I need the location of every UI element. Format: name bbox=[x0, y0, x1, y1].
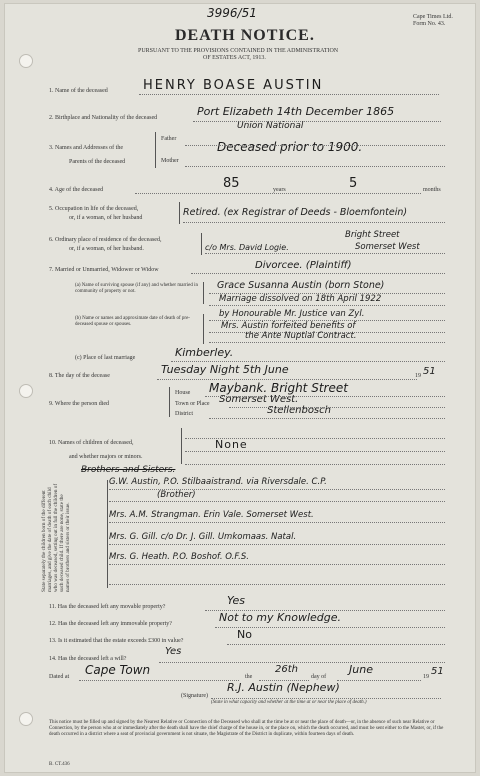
field-7a-value-2: Marriage dissolved on 18th April 1922 bbox=[219, 294, 382, 304]
field-4-months: months bbox=[423, 187, 441, 193]
field-3-line-1 bbox=[185, 145, 445, 146]
field-7b-value-2: Mrs. Austin forfeited benefits of bbox=[221, 321, 356, 331]
sibling-line-3 bbox=[109, 522, 445, 523]
field-2-value: Port Elizabeth 14th December 1865 bbox=[197, 105, 395, 118]
field-9-district: District bbox=[175, 411, 193, 417]
dated-day: 26th bbox=[275, 664, 298, 675]
sibling-line-5 bbox=[109, 564, 445, 565]
sibling-3: Mrs. G. Gill. c/o Dr. J. Gill. Umkomaas. Natal. bbox=[109, 532, 297, 542]
signature-value: R.J. Austin (Nephew) bbox=[227, 681, 340, 694]
field-11-value: Yes bbox=[227, 594, 246, 607]
field-10-line-3 bbox=[185, 464, 445, 465]
field-5-label-2: or, if a woman, of her husband bbox=[69, 215, 143, 221]
page-title: DEATH NOTICE. bbox=[175, 27, 315, 44]
subtitle-line-1: PURSUANT TO THE PROVISIONS CONTAINED IN THE ADMINISTRATION bbox=[138, 48, 339, 54]
field-3-brace bbox=[155, 132, 156, 168]
field-3-label-2: Parents of the deceased bbox=[69, 159, 126, 165]
field-3-mother: Mother bbox=[161, 158, 179, 164]
sibling-line-4 bbox=[109, 544, 445, 545]
sibling-4: Mrs. G. Heath. P.O. Boshof. O.F.S. bbox=[109, 552, 249, 562]
field-5-label: 5. Occupation in life of the deceased, bbox=[49, 206, 139, 212]
field-7b-brace bbox=[203, 314, 204, 344]
sibling-1: G.W. Austin, P.O. Stilbaaistrand. via Riversdale. C.P. bbox=[109, 477, 327, 487]
dated-year-prefix: 19 bbox=[423, 674, 429, 680]
field-4-months-value: 5 bbox=[349, 176, 358, 191]
field-7a-value: Grace Susanna Austin (born Stone) bbox=[217, 280, 385, 291]
punch-hole-middle bbox=[19, 384, 33, 398]
instruction-vertical-text: State separately the children born of the different marriages, and give the date of death of each child who was deceased, setting out in full the children of such deceased child. If there are none, state the names of brothers and sisters or their issue. bbox=[41, 483, 71, 592]
field-3-line-2 bbox=[185, 166, 445, 167]
field-7b-value: by Honourable Mr. Justice van Zyl. bbox=[219, 309, 365, 319]
field-2-value-2: Union National bbox=[237, 121, 304, 131]
field-1-label: 1. Name of the deceased bbox=[49, 88, 108, 94]
field-4-line bbox=[135, 193, 421, 194]
field-6-brace bbox=[201, 233, 202, 255]
field-1-line bbox=[139, 94, 439, 95]
field-9-district-value: Stellenbosch bbox=[267, 405, 331, 416]
field-10-line-1 bbox=[185, 438, 445, 439]
field-13-line bbox=[227, 644, 445, 645]
field-9-house: House bbox=[175, 390, 191, 396]
field-3-father: Father bbox=[161, 136, 177, 142]
field-6-label-2: or, if a woman, of her husband. bbox=[69, 246, 144, 252]
field-9-town: Town or Place bbox=[175, 401, 210, 407]
field-7-label: 7. Married or Unmarried, Widower or Widow bbox=[49, 267, 159, 273]
field-13-value: No bbox=[237, 628, 252, 641]
field-4-label: 4. Age of the deceased bbox=[49, 187, 104, 193]
field-7b-label: (b) Name or names and approximate date of death of pre-deceased spouse or spouses. bbox=[75, 316, 190, 327]
dated-place: Cape Town bbox=[85, 663, 151, 677]
field-6-label: 6. Ordinary place of residence of the deceased, bbox=[49, 237, 162, 243]
death-notice-form bbox=[4, 3, 476, 773]
dated-year: 51 bbox=[431, 666, 444, 677]
sibling-2: Mrs. A.M. Strangman. Erin Vale. Somerset West. bbox=[109, 510, 314, 520]
field-13-label: 13. Is it estimated that the estate exceeds £300 in value? bbox=[49, 638, 184, 644]
field-3-value: Deceased prior to 1900. bbox=[217, 140, 363, 154]
field-10-value: None bbox=[215, 438, 248, 451]
field-5-brace bbox=[179, 202, 180, 224]
field-6-line bbox=[205, 253, 445, 254]
field-2-label: 2. Birthplace and Nationality of the deceased bbox=[49, 115, 158, 121]
field-3-label: 3. Names and Addresses of the bbox=[49, 145, 123, 151]
dated-month: June bbox=[349, 663, 373, 676]
field-9-line-2 bbox=[229, 407, 445, 408]
field-9-line-3 bbox=[209, 418, 445, 419]
field-2-line bbox=[193, 121, 441, 122]
field-4-years: years bbox=[273, 187, 286, 193]
field-8-year: 51 bbox=[423, 366, 436, 377]
field-7a-line-2 bbox=[209, 305, 445, 306]
field-10-brace bbox=[181, 428, 182, 464]
dated-place-line bbox=[79, 680, 239, 681]
field-9-brace bbox=[169, 387, 170, 417]
footer-code: B. CT.436 bbox=[49, 762, 70, 767]
footer-note: This notice must be filled up and signed by the Nearest Relative or Connection of the Deceased who shall at the time be at or near the place of death—or, in the absence of such near Relative or Connection, by the person who at or immediately after the death shall have the chief charge of the house in, or the place on, which the death occurred, and must be sent either to the Master, or, if the death occurred in a district where a seat of provincial government is not situate, the Magistrate of the District in duplicate, within fourteen days of death. bbox=[49, 720, 444, 738]
field-6-value-2: c/o Mrs. David Logie. bbox=[205, 243, 289, 252]
form-number: Form No. 43. bbox=[413, 21, 446, 27]
field-8-label: 8. The day of the decease bbox=[49, 373, 110, 379]
punch-hole-bottom bbox=[19, 712, 33, 726]
field-14-value: Yes bbox=[165, 646, 182, 657]
dated-month-line bbox=[337, 680, 421, 681]
field-9-town-value: Somerset West. bbox=[219, 394, 299, 405]
field-12-label: 12. Has the deceased left any immovable property? bbox=[49, 621, 172, 627]
field-7b-line-3 bbox=[209, 342, 445, 343]
field-11-label: 11. Has the deceased left any movable property? bbox=[49, 604, 166, 610]
brothers-sisters-heading: Brothers and Sisters. bbox=[81, 465, 176, 475]
field-7a-label: (a) Name of surviving spouse (if any) and whether married in community of property or not. bbox=[75, 283, 199, 294]
field-9-label: 9. Where the person died bbox=[49, 401, 110, 407]
field-5-line bbox=[183, 222, 445, 223]
field-8-year-prefix: 19 bbox=[415, 373, 421, 379]
field-4-years-value: 85 bbox=[223, 176, 240, 191]
signature-line bbox=[211, 698, 441, 699]
field-1-value: HENRY BOASE AUSTIN bbox=[143, 78, 324, 93]
field-14-label: 14. Has the deceased left a will? bbox=[49, 656, 127, 662]
sibling-line-6 bbox=[109, 584, 445, 585]
dated-the: the bbox=[245, 674, 253, 680]
dated-label: Dated at bbox=[49, 674, 70, 680]
punch-hole-top bbox=[19, 54, 33, 68]
field-9-line-1 bbox=[205, 396, 445, 397]
sibling-1-relation: (Brother) bbox=[157, 490, 196, 500]
field-10-label: 10. Names of children of deceased, bbox=[49, 440, 134, 446]
field-10-label-2: and whether majors or minors. bbox=[69, 454, 143, 460]
field-7b-value-3: the Ante Nuptial Contract. bbox=[245, 331, 357, 341]
signature-note: (State in what capacity and whether at the time at or near the place of death.) bbox=[211, 700, 367, 705]
handwritten-reference: 3996/51 bbox=[207, 6, 257, 20]
field-6-value-3: Somerset West bbox=[355, 242, 420, 252]
siblings-brace bbox=[107, 480, 108, 588]
field-7-value: Divorcee. (Plaintiff) bbox=[255, 260, 352, 271]
dated-day-of: day of bbox=[311, 674, 327, 680]
signature-label: (Signature) bbox=[181, 693, 208, 699]
field-7a-brace bbox=[203, 282, 204, 304]
field-7c-line bbox=[171, 361, 445, 362]
field-8-value: Tuesday Night 5th June bbox=[161, 363, 289, 376]
sibling-line-2 bbox=[109, 501, 445, 502]
field-7c-value: Kimberley. bbox=[175, 346, 234, 359]
field-7c-label: (c) Place of last marriage bbox=[75, 355, 136, 361]
field-7-line bbox=[191, 273, 445, 274]
field-10-line-2 bbox=[185, 451, 445, 452]
field-6-value-1: Bright Street bbox=[345, 230, 400, 240]
field-8-line bbox=[157, 379, 417, 380]
field-9-house-value: Maybank. Bright Street bbox=[209, 381, 348, 395]
publisher: Cape Times Ltd. bbox=[413, 14, 453, 20]
subtitle-line-2: OF ESTATES ACT, 1913. bbox=[203, 55, 266, 61]
field-5-value: Retired. (ex Registrar of Deeds - Bloemfontein) bbox=[183, 207, 408, 218]
field-12-value: Not to my Knowledge. bbox=[219, 611, 341, 624]
field-14-line bbox=[159, 662, 445, 663]
